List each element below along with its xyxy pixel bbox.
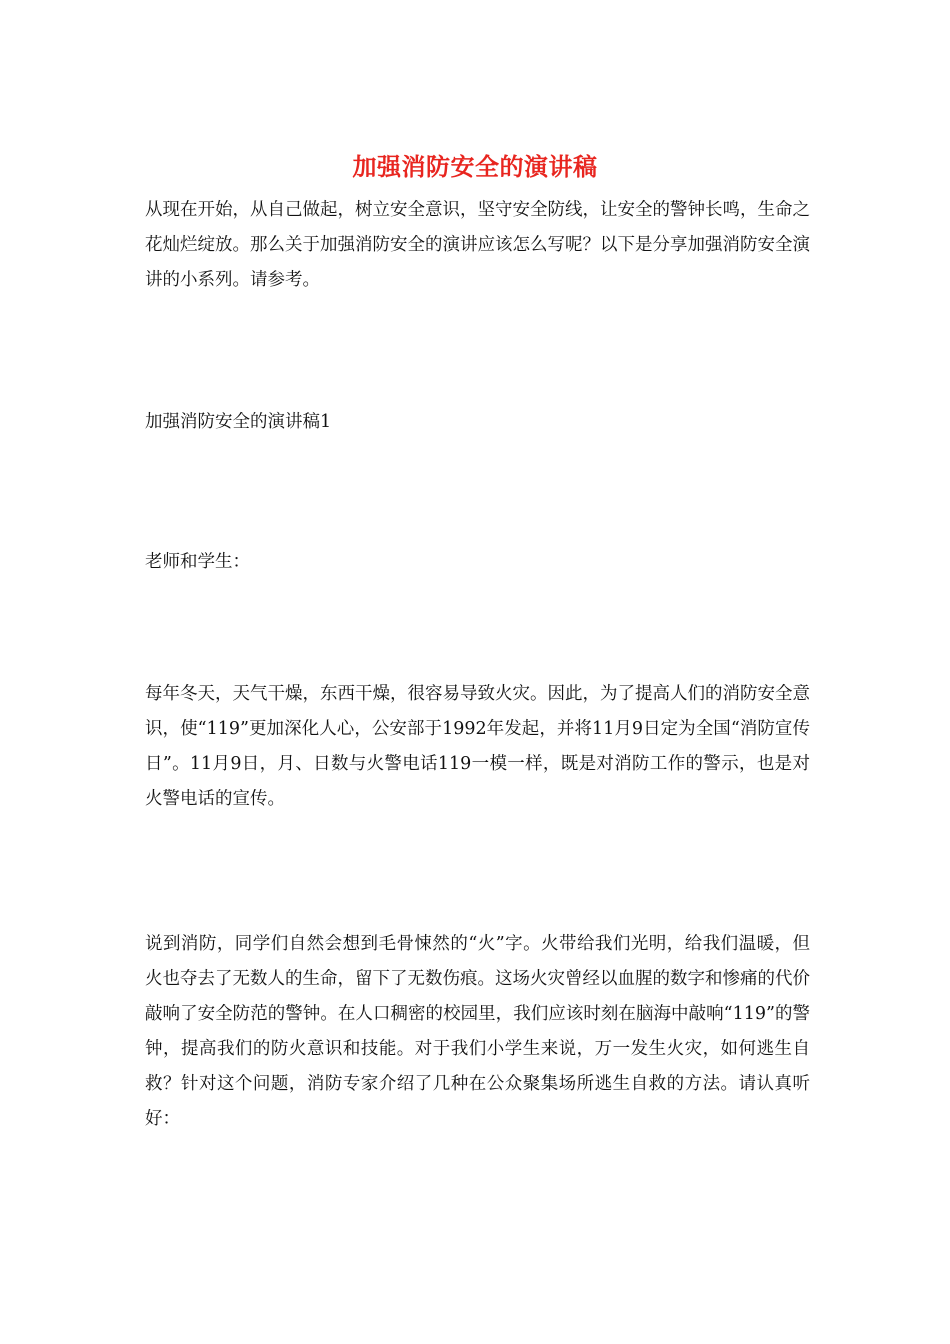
body-paragraph-1: 每年冬天，天气干燥，东西干燥，很容易导致火灾。因此，为了提高人们的消防安全意识，使“119”更加深化人心，公安部于1992年发起，并将11月9日定为全国“消防宣传日”。11月9日，月、日数与火警电话119一模一样，既是对消防工作的警示，也是对火警电话的宣传。 <box>145 684 810 809</box>
speech-heading: 加强消防安全的演讲稿1 <box>145 412 332 432</box>
document-title: 加强消防安全的演讲稿 <box>352 152 598 181</box>
salutation: 老师和学生： <box>145 552 250 572</box>
body-paragraph-2: 说到消防，同学们自然会想到毛骨悚然的“火”字。火带给我们光明，给我们温暖，但火也夺去了无数人的生命，留下了无数伤痕。这场火灾曾经以血腥的数字和惨痛的代价敲响了安全防范的警钟。在人口稠密的校园里，我们应该时刻在脑海中敲响“119”的警钟，提高我们的防火意识和技能。对于我们小学生来说，万一发生火灾，如何逃生自救？针对这个问题，消防专家介绍了几种在公众聚集场所逃生自救的方法。请认真听好： <box>145 934 810 1129</box>
intro-paragraph: 从现在开始，从自己做起，树立安全意识，坚守安全防线，让安全的警钟长鸣，生命之花灿烂绽放。那么关于加强消防安全的演讲应该怎么写呢？以下是分享加强消防安全演讲的小系列。请参考。 <box>145 200 810 290</box>
